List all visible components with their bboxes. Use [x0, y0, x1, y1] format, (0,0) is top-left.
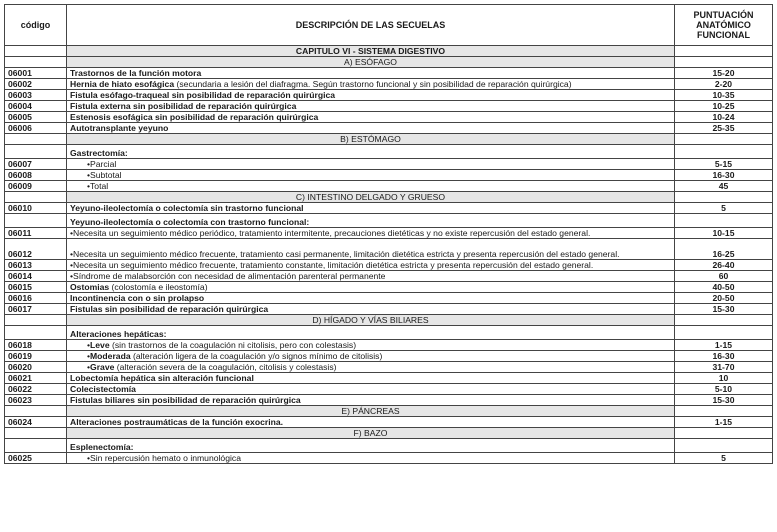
- row-description: [67, 439, 675, 453]
- row-description: [67, 395, 675, 406]
- row-score: 2-20: [675, 79, 773, 90]
- header-code: código: [5, 5, 67, 46]
- row-score: 10-25: [675, 101, 773, 112]
- row-score: [675, 145, 773, 159]
- row-description: [67, 351, 675, 362]
- row-main-text: Incontinencia con o sin prolapso: [70, 293, 205, 303]
- row-detail-text: Necesita un seguimiento médico frecuente, tratamiento constante, limitación dietética estricta y presenta repercusión del estado general.: [73, 260, 594, 270]
- row-code: 06016: [5, 293, 67, 304]
- row-detail-text: Síndrome de malabsorción con necesidad de alimentación parenteral permanente: [73, 271, 386, 281]
- table-row: [5, 170, 773, 181]
- row-main-text: Moderada: [90, 351, 131, 361]
- row-description: [67, 112, 675, 123]
- table-row: [5, 203, 773, 214]
- row-code: 06009: [5, 181, 67, 192]
- row-main-text: Fistulas biliares sin posibilidad de reparación quirúrgica: [70, 395, 301, 405]
- section-row: [5, 46, 773, 57]
- row-description: [67, 101, 675, 112]
- section-row: [5, 134, 773, 145]
- row-main-text: Yeyuno-ileolectomía o colectomía sin trastorno funcional: [70, 203, 304, 213]
- row-main-text: Colecistectomía: [70, 384, 136, 394]
- section-title: CAPITULO VI - SISTEMA DIGESTIVO: [67, 46, 675, 57]
- row-description: [67, 260, 675, 271]
- row-score: 10-35: [675, 90, 773, 101]
- row-score: 16-30: [675, 351, 773, 362]
- row-description: [67, 282, 675, 293]
- section-row: [5, 57, 773, 68]
- row-main-text: Esplenectomía:: [70, 442, 134, 452]
- row-score: 1-15: [675, 340, 773, 351]
- row-description: [67, 384, 675, 395]
- row-score: 16-25: [675, 239, 773, 260]
- row-score: 45: [675, 181, 773, 192]
- section-code-cell: [5, 406, 67, 417]
- row-detail-text: Parcial: [90, 159, 117, 169]
- row-code: [5, 439, 67, 453]
- row-code: 06021: [5, 373, 67, 384]
- table-row: [5, 362, 773, 373]
- section-code-cell: [5, 428, 67, 439]
- section-row: [5, 428, 773, 439]
- row-code: 06018: [5, 340, 67, 351]
- row-description: [67, 326, 675, 340]
- group-row: [5, 439, 773, 453]
- row-main-text: Trastornos de la función motora: [70, 68, 202, 78]
- row-description: [67, 79, 675, 90]
- table-row: [5, 282, 773, 293]
- row-code: 06013: [5, 260, 67, 271]
- row-detail-text: (sin trastornos de la coagulación ni citolisis, pero con colestasis): [109, 340, 357, 350]
- row-main-text: Fistula externa sin posibilidad de reparación quirúrgica: [70, 101, 297, 111]
- section-score-cell: [675, 57, 773, 68]
- sequelae-table: [4, 4, 773, 464]
- row-detail-text: (alteración severa de la coagulación, citolisis y colestasis): [114, 362, 337, 372]
- row-code: 06001: [5, 68, 67, 79]
- row-description: [67, 293, 675, 304]
- table-row: [5, 90, 773, 101]
- section-code-cell: [5, 134, 67, 145]
- row-description: [67, 90, 675, 101]
- section-row: [5, 192, 773, 203]
- row-score: 25-35: [675, 123, 773, 134]
- table-row: [5, 340, 773, 351]
- row-main-text: Autotransplante yeyuno: [70, 123, 169, 133]
- row-code: 06025: [5, 453, 67, 464]
- row-code: 06022: [5, 384, 67, 395]
- row-description: [67, 181, 675, 192]
- table-row: [5, 271, 773, 282]
- row-code: 06014: [5, 271, 67, 282]
- row-detail-text: Subtotal: [90, 170, 122, 180]
- row-main-text: Lobectomía hepática sin alteración funcional: [70, 373, 254, 383]
- table-row: [5, 395, 773, 406]
- row-detail-text: Total: [90, 181, 109, 191]
- table-row: [5, 373, 773, 384]
- section-title: F) BAZO: [67, 428, 675, 439]
- row-description: [67, 159, 675, 170]
- section-title: A) ESÓFAGO: [67, 57, 675, 68]
- table-row: [5, 351, 773, 362]
- row-code: 06012: [5, 239, 67, 260]
- section-score-cell: [675, 315, 773, 326]
- section-title: B) ESTÓMAGO: [67, 134, 675, 145]
- row-code: 06005: [5, 112, 67, 123]
- row-score: [675, 439, 773, 453]
- row-score: 15-20: [675, 68, 773, 79]
- row-description: [67, 214, 675, 228]
- row-score: 1-15: [675, 417, 773, 428]
- row-score: [675, 214, 773, 228]
- row-description: [67, 239, 675, 260]
- row-description: [67, 453, 675, 464]
- row-main-text: Alteraciones postraumáticas de la función exocrina.: [70, 417, 284, 427]
- section-score-cell: [675, 428, 773, 439]
- row-description: [67, 123, 675, 134]
- section-row: [5, 406, 773, 417]
- table-row: [5, 159, 773, 170]
- row-code: 06020: [5, 362, 67, 373]
- row-main-text: Fistulas sin posibilidad de reparación quirúrgica: [70, 304, 269, 314]
- table-row: [5, 228, 773, 239]
- table-row: [5, 453, 773, 464]
- table-body: [5, 46, 773, 464]
- group-row: [5, 145, 773, 159]
- section-code-cell: [5, 57, 67, 68]
- row-detail-text: (secundaria a lesión del diafragma. Según trastorno funcional y sin posibilidad de reparación quirúrgica): [174, 79, 572, 89]
- group-row: [5, 326, 773, 340]
- table-header: [5, 5, 773, 46]
- row-description: [67, 373, 675, 384]
- row-description: [67, 340, 675, 351]
- row-main-text: Fistula esófago-traqueal sin posibilidad de reparación quirúrgica: [70, 90, 336, 100]
- row-score: 5: [675, 203, 773, 214]
- header-score: PUNTUACIÓN ANATÓMICO FUNCIONAL: [675, 5, 773, 46]
- table-row: [5, 123, 773, 134]
- section-title: D) HÍGADO Y VÍAS BILIARES: [67, 315, 675, 326]
- table-row: [5, 239, 773, 260]
- row-main-text: Grave: [90, 362, 115, 372]
- section-score-cell: [675, 46, 773, 57]
- row-description: [67, 170, 675, 181]
- row-score: 40-50: [675, 282, 773, 293]
- section-title: E) PÁNCREAS: [67, 406, 675, 417]
- row-main-text: Leve: [90, 340, 110, 350]
- row-main-text: Ostomias: [70, 282, 110, 292]
- row-score: 20-50: [675, 293, 773, 304]
- section-code-cell: [5, 46, 67, 57]
- header-description: DESCRIPCIÓN DE LAS SECUELAS: [67, 5, 675, 46]
- row-description: [67, 362, 675, 373]
- row-code: 06011: [5, 228, 67, 239]
- group-row: [5, 214, 773, 228]
- row-code: 06008: [5, 170, 67, 181]
- row-code: 06006: [5, 123, 67, 134]
- section-score-cell: [675, 192, 773, 203]
- row-code: 06019: [5, 351, 67, 362]
- row-description: [67, 417, 675, 428]
- row-detail-text: Necesita un seguimiento médico periódico, tratamiento intermitente, precauciones dietéticas y no existe repercusión del estado general.: [73, 228, 591, 238]
- section-score-cell: [675, 406, 773, 417]
- row-score: 15-30: [675, 304, 773, 315]
- row-score: [675, 326, 773, 340]
- row-code: 06007: [5, 159, 67, 170]
- table-row: [5, 79, 773, 90]
- row-score: 5-10: [675, 384, 773, 395]
- row-code: 06004: [5, 101, 67, 112]
- table-row: [5, 384, 773, 395]
- row-detail-text: (alteración ligera de la coagulación y/o signos mínimo de citolisis): [130, 351, 383, 361]
- table-row: [5, 68, 773, 79]
- section-row: [5, 315, 773, 326]
- row-score: 15-30: [675, 395, 773, 406]
- row-code: [5, 145, 67, 159]
- table-row: [5, 293, 773, 304]
- row-main-text: Hernia de hiato esofágica: [70, 79, 175, 89]
- row-code: 06023: [5, 395, 67, 406]
- section-title: C) INTESTINO DELGADO Y GRUESO: [67, 192, 675, 203]
- row-description: [67, 68, 675, 79]
- row-code: 06010: [5, 203, 67, 214]
- row-main-text: Yeyuno-ileolectomía o colectomía con trastorno funcional:: [70, 217, 310, 227]
- table-row: [5, 112, 773, 123]
- row-description: [67, 271, 675, 282]
- row-detail-text: (colostomía e ileostomía): [109, 282, 208, 292]
- row-code: [5, 326, 67, 340]
- table-row: [5, 181, 773, 192]
- row-score: 10-15: [675, 228, 773, 239]
- row-code: 06003: [5, 90, 67, 101]
- table-row: [5, 417, 773, 428]
- row-main-text: Alteraciones hepáticas:: [70, 329, 167, 339]
- row-code: 06002: [5, 79, 67, 90]
- row-code: 06017: [5, 304, 67, 315]
- row-detail-text: Sin repercusión hemato o inmunológica: [90, 453, 241, 463]
- row-description: [67, 304, 675, 315]
- row-score: 26-40: [675, 260, 773, 271]
- row-description: [67, 228, 675, 239]
- row-description: [67, 203, 675, 214]
- row-score: 10-24: [675, 112, 773, 123]
- row-score: 5-15: [675, 159, 773, 170]
- table-row: [5, 304, 773, 315]
- section-code-cell: [5, 315, 67, 326]
- row-detail-text: Necesita un seguimiento médico frecuente, tratamiento casi permanente, limitación dietética estricta y presenta repercusión del estado general.: [73, 249, 620, 259]
- row-score: 10: [675, 373, 773, 384]
- row-score: 31-70: [675, 362, 773, 373]
- row-code: 06024: [5, 417, 67, 428]
- row-main-text: Gastrectomía:: [70, 148, 128, 158]
- table-row: [5, 101, 773, 112]
- row-description: [67, 145, 675, 159]
- section-code-cell: [5, 192, 67, 203]
- row-main-text: Estenosis esofágica sin posibilidad de reparación quirúrgica: [70, 112, 319, 122]
- row-code: 06015: [5, 282, 67, 293]
- row-score: 5: [675, 453, 773, 464]
- row-score: 16-30: [675, 170, 773, 181]
- table-row: [5, 260, 773, 271]
- row-code: [5, 214, 67, 228]
- section-score-cell: [675, 134, 773, 145]
- row-score: 60: [675, 271, 773, 282]
